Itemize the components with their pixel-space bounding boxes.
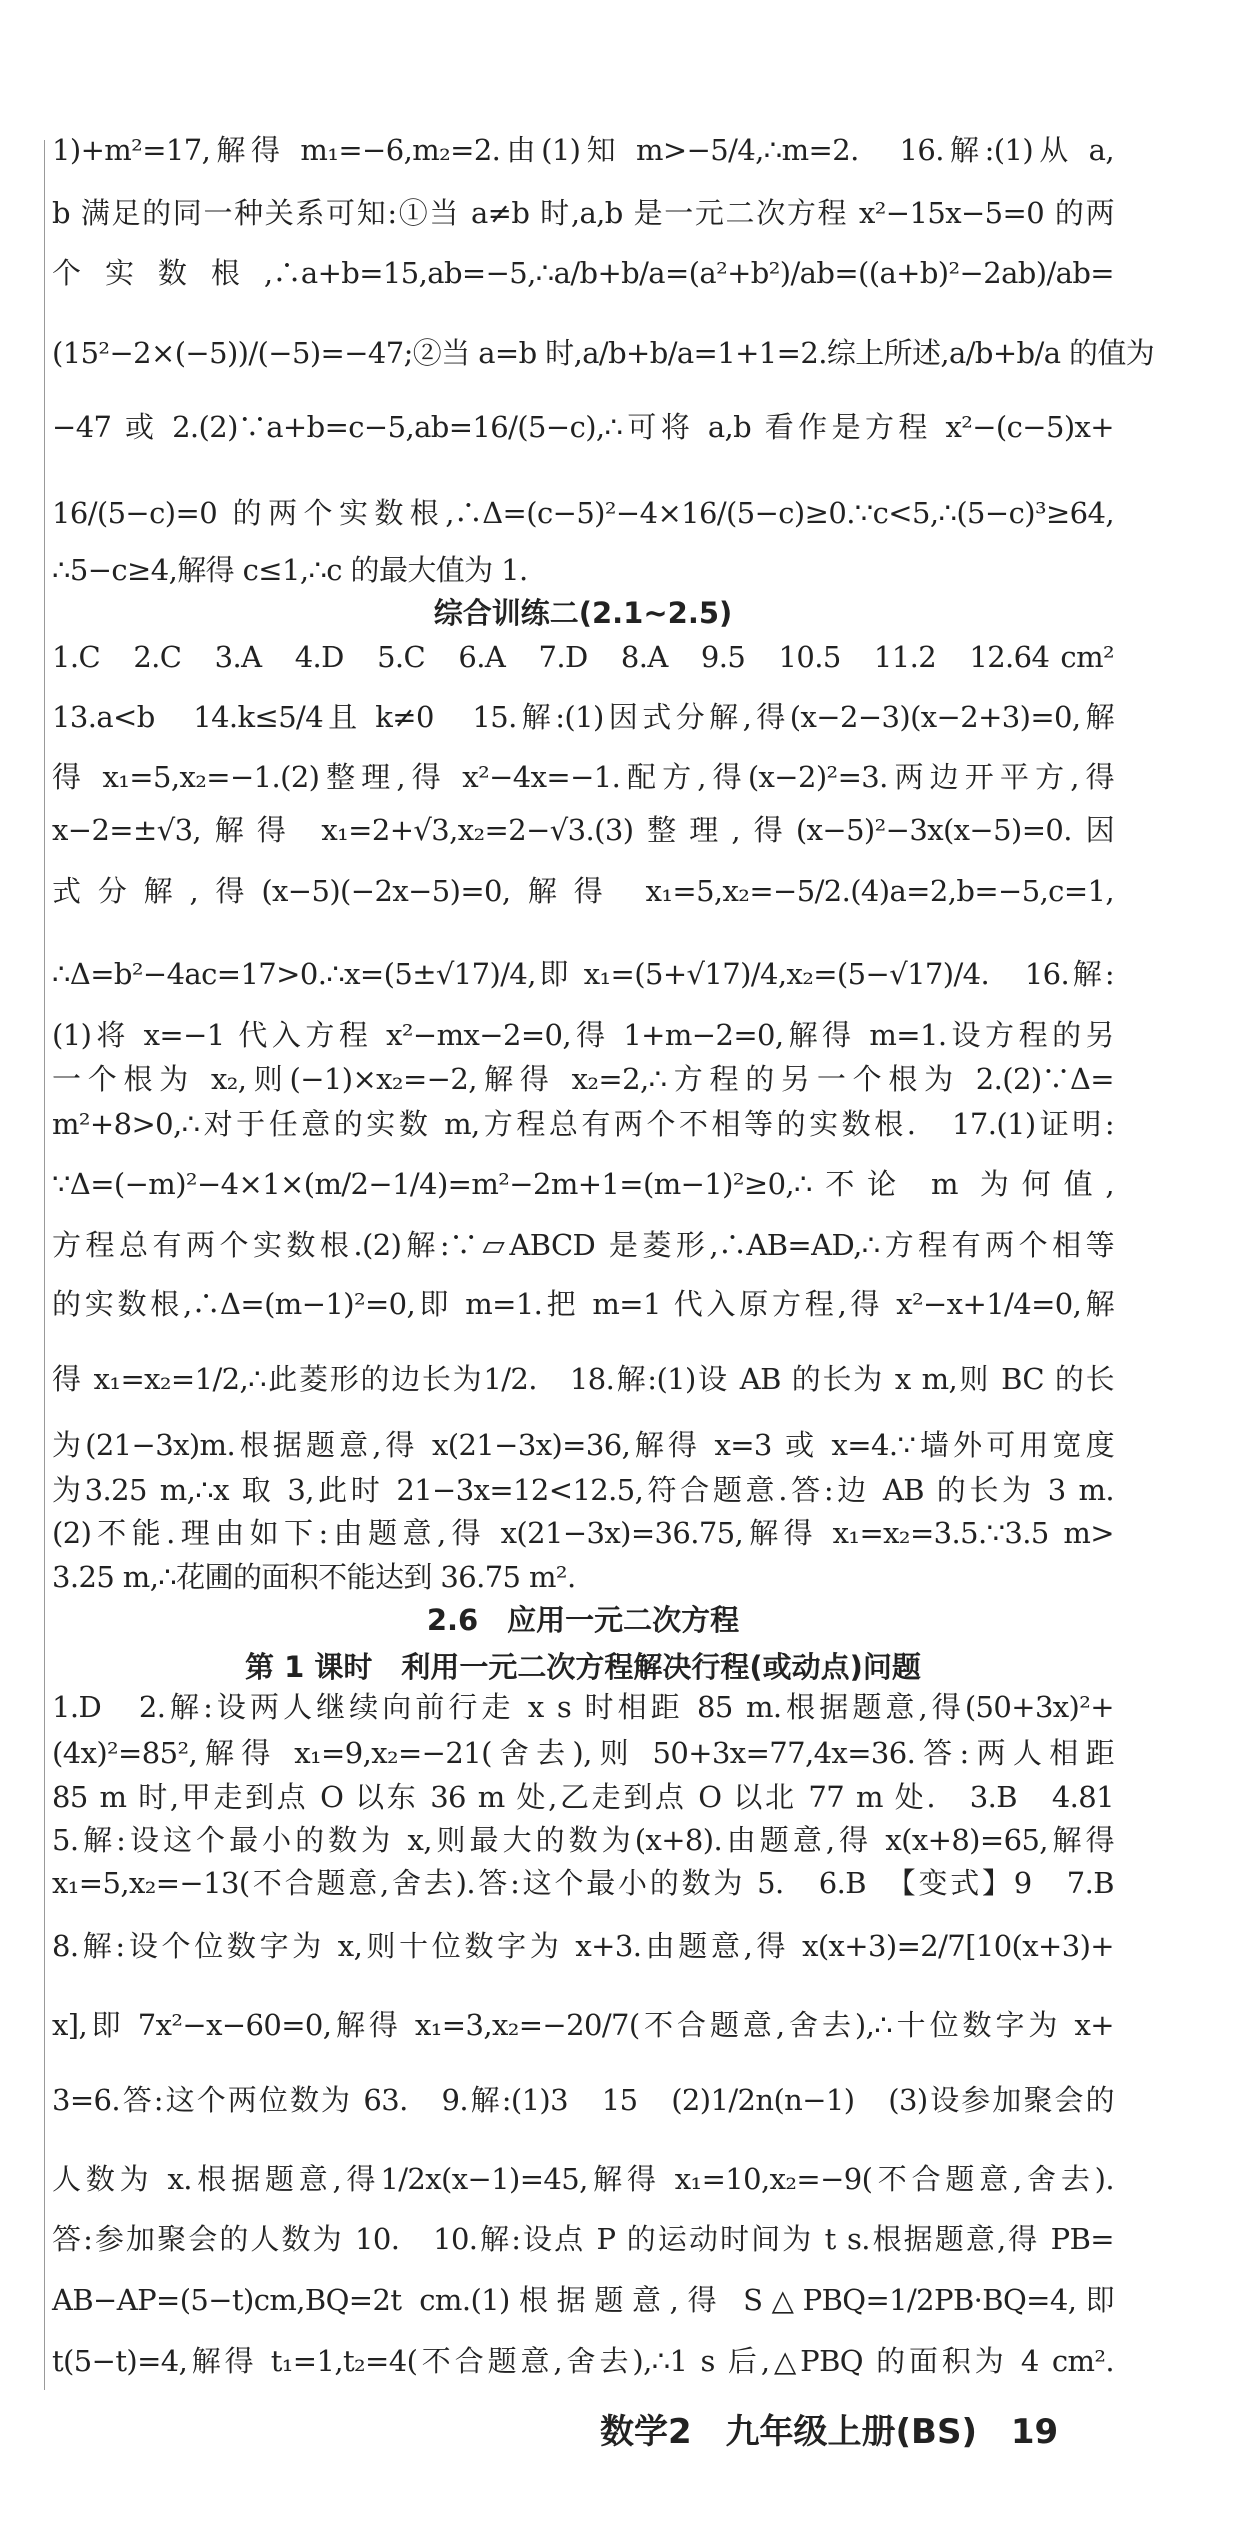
heading-section: 2.6 应用一元二次方程 [426, 1603, 740, 1637]
heading-lesson: 第 1 课时 利用一元二次方程解决行程(或动点)问题 [245, 1650, 921, 1684]
text-line: 5.解:设这个最小的数为 x,则最大的数为(x+8).由题意,得 x(x+8)=65,解得 [52, 1823, 1114, 1857]
text-line: 1.D 2.解:设两人继续向前行走 x s 时相距 85 m.根据题意,得(50+3x)²+ [52, 1690, 1114, 1724]
text-line: AB−AP=(5−t)cm,BQ=2t cm.(1)根据题意,得 S△PBQ=1/2PB·BQ=4,即 [52, 2283, 1114, 2317]
text-line: 为(21−3x)m.根据题意,得 x(21−3x)=36,解得 x=3 或 x=4.∵墙外可用宽度 [52, 1428, 1114, 1462]
text-line: −47 或 2.(2)∵a+b=c−5,ab=16/(5−c),∴可将 a,b 看作是方程 x²−(c−5)x+ [52, 410, 1114, 444]
text-line: 8.解:设个位数字为 x,则十位数字为 x+3.由题意,得 x(x+3)=2/7[10(x+3)+ [52, 1929, 1114, 1963]
footer-book: 数学2 [600, 2412, 692, 2452]
text-line: x],即 7x²−x−60=0,解得 x₁=3,x₂=−20/7(不合题意,舍去),∴十位数字为 x+ [52, 2008, 1114, 2042]
footer-grade: 九年级上册(BS) [725, 2412, 977, 2452]
page-footer [600, 2412, 1080, 2452]
text-line: 得 x₁=x₂=1/2,∴此菱形的边长为1/2. 18.解:(1)设 AB 的长为 x m,则 BC 的长 [52, 1362, 1114, 1396]
text-line: 人数为 x.根据题意,得1/2x(x−1)=45,解得 x₁=10,x₂=−9(不合题意,舍去). [52, 2162, 1114, 2196]
text-line: x₁=5,x₂=−13(不合题意,舍去).答:这个最小的数为 5. 6.B 【变式】9 7.B [52, 1866, 1114, 1900]
text-line: t(5−t)=4,解得 t₁=1,t₂=4(不合题意,舍去),∴1 s 后,△PBQ 的面积为 4 cm². [52, 2344, 1114, 2378]
text-line: (1)将 x=−1 代入方程 x²−mx−2=0,得 1+m−2=0,解得 m=1.设方程的另 [52, 1018, 1114, 1052]
text-line: (4x)²=85²,解得 x₁=9,x₂=−21(舍去),则 50+3x=77,4x=36.答:两人相距 [52, 1736, 1114, 1770]
text-line: 答:参加聚会的人数为 10. 10.解:设点 P 的运动时间为 t s.根据题意,得 PB= [52, 2222, 1114, 2256]
text-line: ∴Δ=b²−4ac=17>0.∴x=(5±√17)/4,即 x₁=(5+√17)/4,x₂=(5−√17)/4. 16.解: [52, 957, 1114, 991]
text-line: 为3.25 m,∴x 取 3,此时 21−3x=12<12.5,符合题意.答:边 AB 的长为 3 m. [52, 1473, 1114, 1507]
margin-divider [44, 140, 45, 2390]
text-line: 方程总有两个实数根.(2)解:∵▱ABCD 是菱形,∴AB=AD,∴方程有两个相等 [52, 1228, 1114, 1262]
text-line: 个实数根,∴a+b=15,ab=−5,∴a/b+b/a=(a²+b²)/ab=((a+b)²−2ab)/ab= [52, 256, 1114, 290]
text-line: (15²−2×(−5))/(−5)=−47;②当 a=b 时,a/b+b/a=1+1=2.综上所述,a/b+b/a 的值为 [52, 336, 1155, 370]
text-line: 的实数根,∴Δ=(m−1)²=0,即 m=1.把 m=1 代入原方程,得 x²−x+1/4=0,解 [52, 1287, 1114, 1321]
text-line: b 满足的同一种关系可知:①当 a≠b 时,a,b 是一元二次方程 x²−15x−5=0 的两 [52, 196, 1114, 230]
text-line: ∴5−c≥4,解得 c≤1,∴c 的最大值为 1. [52, 553, 528, 587]
heading-review: 综合训练二(2.1~2.5) [433, 596, 733, 630]
text-line: 3.25 m,∴花圃的面积不能达到 36.75 m². [52, 1560, 576, 1594]
text-line: 式分解,得(x−5)(−2x−5)=0,解得 x₁=5,x₂=−5/2.(4)a=2,b=−5,c=1, [52, 874, 1114, 908]
text-line: 3=6.答:这个两位数为 63. 9.解:(1)3 15 (2)1/2n(n−1) (3)设参加聚会的 [52, 2083, 1114, 2117]
text-line: m²+8>0,∴对于任意的实数 m,方程总有两个不相等的实数根. 17.(1)证明: [52, 1107, 1114, 1141]
text-line: 16/(5−c)=0 的两个实数根,∴Δ=(c−5)²−4×16/(5−c)≥0.∵c<5,∴(5−c)³≥64, [52, 496, 1114, 530]
text-line: 85 m 时,甲走到点 O 以东 36 m 处,乙走到点 O 以北 77 m 处. 3.B 4.81 [52, 1780, 1114, 1814]
text-line: 13.a<b 14.k≤5/4且 k≠0 15.解:(1)因式分解,得(x−2−3)(x−2+3)=0,解 [52, 700, 1114, 734]
text-line: 得 x₁=5,x₂=−1.(2)整理,得 x²−4x=−1.配方,得(x−2)²=3.两边开平方,得 [52, 760, 1114, 794]
text-line: (2)不能.理由如下:由题意,得 x(21−3x)=36.75,解得 x₁=x₂=3.5.∵3.5 m> [52, 1516, 1114, 1550]
text-line: 一个根为 x₂,则(−1)×x₂=−2,解得 x₂=2,∴方程的另一个根为 2.(2)∵Δ= [52, 1062, 1114, 1096]
text-line: 1)+m²=17,解得 m₁=−6,m₂=2.由(1)知 m>−5/4,∴m=2. 16.解:(1)从 a, [52, 133, 1114, 167]
text-line: x−2=±√3,解得 x₁=2+√3,x₂=2−√3.(3)整理,得(x−5)²−3x(x−5)=0.因 [52, 813, 1114, 847]
text-line: ∵Δ=(−m)²−4×1×(m/2−1/4)=m²−2m+1=(m−1)²≥0,∴不论 m 为何值, [52, 1167, 1114, 1201]
text-line: 1.C 2.C 3.A 4.D 5.C 6.A 7.D 8.A 9.5 10.5 11.2 12.64 cm² [52, 640, 1114, 674]
page-number: 19 [1010, 2412, 1059, 2452]
